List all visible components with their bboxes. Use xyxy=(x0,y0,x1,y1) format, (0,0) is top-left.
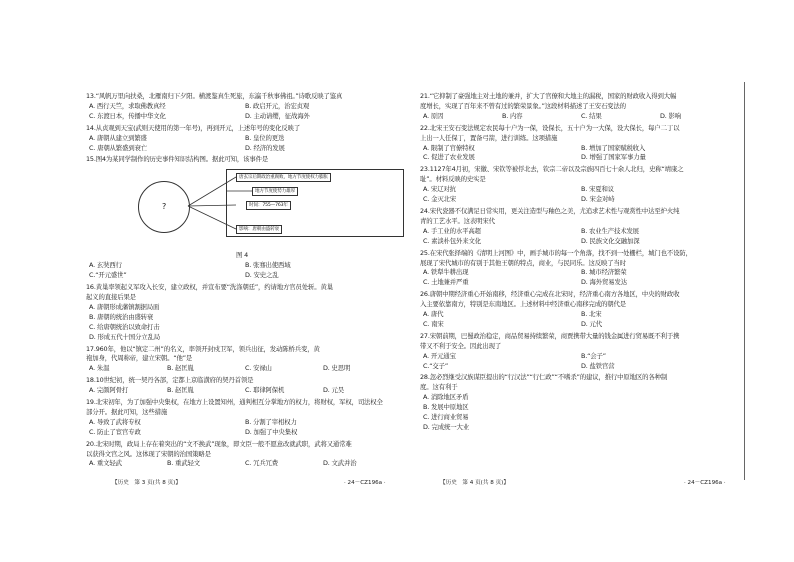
answer-option[interactable]: A. 唐朝从建立到繁盛 xyxy=(89,133,147,142)
question-block xyxy=(420,92,736,122)
options-group xyxy=(86,261,398,281)
answer-option[interactable]: B.“会子” xyxy=(581,351,606,360)
answer-option[interactable]: D. 加强了中央集权 xyxy=(245,427,298,436)
answer-option[interactable]: C.“交子” xyxy=(423,361,448,370)
question-stem: 青的工艺水平。这表明宋代 xyxy=(420,216,495,225)
answer-option[interactable]: D. 盐铁官营 xyxy=(581,361,615,370)
answer-option[interactable]: A. 西行天竺，求取佛教真经 xyxy=(89,101,166,110)
question-stem: 展现了宋代城市的有别于其他王朝的特点，商业，与民同乐。这反映了当时 xyxy=(420,258,626,267)
question-stem: 度。这有利于 xyxy=(420,383,458,392)
answer-option[interactable]: A. 朱温 xyxy=(89,364,110,373)
binding-line xyxy=(744,82,745,480)
answer-option[interactable]: A. 唐朝形成藩镇割据局面 xyxy=(89,302,160,311)
options-group xyxy=(86,303,398,343)
question-block xyxy=(420,290,736,330)
answer-option[interactable]: D. 经济的发展 xyxy=(245,143,285,152)
answer-option[interactable]: B. 北宋 xyxy=(581,310,602,319)
figure-title: 图 4 xyxy=(235,251,249,260)
question-stem: 度增长，实现了百年来不曾有过的繁荣景象。”这段材料描述了王安石变法的 xyxy=(420,101,626,110)
answer-option[interactable]: B. 城市经济繁荣 xyxy=(581,268,627,277)
question-block xyxy=(86,283,398,342)
answer-option[interactable]: D. 文武并治 xyxy=(323,459,357,468)
question-stem: 18.10世纪初，统一契丹各部，定都上京临潢府的契丹首领是 xyxy=(86,376,254,385)
question-block xyxy=(86,440,398,470)
left-footer-subject: 【历史 第 3 页(共 8 页)】 xyxy=(112,480,181,486)
options-group xyxy=(420,268,736,288)
answer-option[interactable]: A. 唐代 xyxy=(423,310,444,319)
answer-option[interactable]: D. 增强了国家军事力量 xyxy=(581,153,646,162)
question-block xyxy=(420,165,736,205)
answer-option[interactable]: D. 主动请缨，征战海外 xyxy=(245,111,310,120)
answer-option[interactable]: A. 玄奘西行 xyxy=(89,261,122,270)
right-page xyxy=(420,92,736,472)
answer-option[interactable]: B. 赵匡胤 xyxy=(167,364,194,373)
answer-option[interactable]: C. 耶律阿保机 xyxy=(245,386,285,395)
answer-option[interactable]: C. 唐朝从繁盛到衰亡 xyxy=(89,143,147,152)
question-stem: 20.北宋时期，政局上存在着突出的“文不换武”现象，即文臣一般不愿意改就武职，武将又通常难 xyxy=(86,439,352,448)
question-stem: 起义的直接后果是 xyxy=(86,292,136,301)
answer-option[interactable]: B. 宋夏和议 xyxy=(581,185,614,194)
options-group xyxy=(420,352,736,372)
answer-option[interactable]: D. 宋金对峙 xyxy=(581,195,615,204)
knowledge-diagram xyxy=(86,167,398,249)
answer-option[interactable]: C. 促进了农业发展 xyxy=(423,153,475,162)
answer-option[interactable]: D. 海外贸易发达 xyxy=(581,278,627,287)
left-page xyxy=(86,92,398,472)
question-stem: 耻”。材料反映的史实是 xyxy=(420,175,486,184)
options-group xyxy=(420,310,736,330)
answer-option[interactable]: B. 农业生产技术发展 xyxy=(581,226,639,235)
question-stem: 25.在宋代张择端的《清明上河图》中，画手城市的每一个角落，找不到一处栅栏，城门也不设防， xyxy=(420,248,692,257)
options-group xyxy=(420,227,736,247)
options-group xyxy=(86,418,398,438)
diagram-box: 时间：755—763年 xyxy=(246,201,291,210)
question-stem: 22.北宋王安石变法规定农民每十户为一保，设保长，五十户为一大保，设大保长，每户二丁以 xyxy=(420,123,680,132)
question-stem: 袍加身，代周称帝，建立宋朝。“他”是 xyxy=(86,354,193,363)
question-stem: 19.北宋初年，为了加强中央集权，在地方上设置知州，通判相互分掌地方的权力，将财权，军权，司法权全 xyxy=(86,398,383,407)
question-block xyxy=(420,249,736,289)
answer-option[interactable]: B. 皇位的更迭 xyxy=(245,133,285,142)
left-footer-code: · 24－CZ196a · xyxy=(344,480,386,486)
answer-option[interactable]: C. 素淡朴包外来文化 xyxy=(423,236,481,245)
answer-option[interactable]: B. 内容 xyxy=(502,111,523,120)
options-group xyxy=(86,102,398,122)
answer-option[interactable]: B. 发展中原地区 xyxy=(423,403,469,412)
question-block xyxy=(86,376,398,396)
answer-option[interactable]: C. 给唐朝统治以致命打击 xyxy=(89,322,160,331)
question-stem: 27.宋朝前期，巴蜀政治稳定，商品贸易持续繁荣，商贾携带大量的钱金属进行贸易既不利于携 xyxy=(420,331,680,340)
answer-option[interactable]: B. 增加了国家赋税收入 xyxy=(581,143,646,152)
answer-option[interactable]: C. 土地兼并严重 xyxy=(423,278,469,287)
answer-option[interactable]: A. 铁犁牛耕出现 xyxy=(423,268,469,277)
question-stem: 部分开。据此可知，这些措施 xyxy=(86,407,168,416)
diagram-box: 影响：唐朝由盛转衰 xyxy=(236,225,282,234)
options-group xyxy=(86,134,398,154)
diagram-center-circle: ? xyxy=(138,181,190,233)
question-block xyxy=(86,398,398,438)
spacer xyxy=(86,469,398,471)
answer-option[interactable]: B. 唐朝的统治由盛转衰 xyxy=(89,312,154,321)
question-stem: 17.960年，他以“镇定二州”的名义，率领开封戍卫军，领兵出征，发动陈桥兵变，黄 xyxy=(86,344,320,353)
answer-option[interactable]: A. 手工业的水平高超 xyxy=(423,226,481,235)
answer-option[interactable]: B. 重武轻文 xyxy=(167,459,200,468)
question-block xyxy=(86,345,398,375)
question-block xyxy=(420,332,736,372)
right-footer-code: · 24－CZ196a · xyxy=(684,480,726,486)
answer-option[interactable]: D. 史思明 xyxy=(323,364,351,373)
answer-option[interactable]: D. 安史之乱 xyxy=(245,271,279,280)
options-group xyxy=(86,386,398,396)
question-stem: 23.1127年4月初，宋徽、宋钦等被俘北去，钦宗二帝以及宗族四百七十余人北归，史称“靖康之 xyxy=(420,165,684,174)
answer-option[interactable]: C. 冗兵冗费 xyxy=(245,459,279,468)
question-stem: 26.唐朝中期经济重心开始南移，经济重心完成在北宋时，经济重心南方各地区，中央的财政收 xyxy=(420,290,680,299)
answer-option[interactable]: A. 原因 xyxy=(423,111,444,120)
answer-option[interactable]: A. 消除地区矛盾 xyxy=(423,393,469,402)
question-stem: 21.“它抑制了豪强地主对土地的兼并，扩大了官僚和大地主的漏税，国家的财政收入得到大幅 xyxy=(420,92,677,100)
options-group xyxy=(420,144,736,164)
answer-option[interactable]: C. 进行商业贸易 xyxy=(423,413,469,422)
answer-option[interactable]: B. 赵匡胤 xyxy=(167,386,194,395)
answer-option[interactable]: D. 元昊 xyxy=(323,386,345,395)
question-block xyxy=(420,124,736,164)
question-stem: 28.忽必烈继受汉族谋臣提出的“行汉法”“行仁政”“不嗜杀”的建议，推行中原地区的各种制 xyxy=(420,373,668,382)
answer-option[interactable]: C. 安禄山 xyxy=(245,364,272,373)
question-block xyxy=(86,124,398,154)
answer-option[interactable]: C. 东渡日本，传播中华文化 xyxy=(89,111,166,120)
answer-option[interactable]: A. 限制了官僚特权 xyxy=(423,143,475,152)
spacer xyxy=(420,433,736,435)
question-block xyxy=(86,155,398,281)
options-group xyxy=(420,393,736,433)
answer-option[interactable]: B. 分割了宰相权力 xyxy=(245,417,297,426)
diagram-box: 地方节度使势力雄厚 xyxy=(252,187,298,196)
options-group xyxy=(420,112,736,122)
answer-option[interactable]: A. 开元通宝 xyxy=(423,351,456,360)
answer-option[interactable]: D. 影响 xyxy=(660,111,682,120)
diagram-box: 唐玄宗后期政治重腐败，地方节度使权力膨胀 xyxy=(236,173,331,182)
answer-option[interactable]: C. 防止了宦官专政 xyxy=(89,427,141,436)
answer-option[interactable]: A. 宋辽对抗 xyxy=(423,185,456,194)
answer-option[interactable]: B. 张骞出使西域 xyxy=(245,261,291,270)
answer-option[interactable]: B. 政启开元，治宏贞观 xyxy=(245,101,310,110)
answer-option[interactable]: C. 结果 xyxy=(581,111,602,120)
question-stem: 15.图4为某同学制作的历史事件知识结构图。据此可知，该事件是 xyxy=(86,155,269,164)
question-stem: 带又不利于安全。因此出现了 xyxy=(420,341,502,350)
right-footer-subject: 【历史 第 4 页(共 8 页)】 xyxy=(440,480,509,486)
answer-option[interactable]: D. 完成统一大业 xyxy=(423,423,469,431)
answer-option[interactable]: C.“开元盛世” xyxy=(89,271,127,280)
options-group xyxy=(86,459,398,469)
answer-option[interactable]: A. 导致了武将专权 xyxy=(89,417,141,426)
question-stem: 入主要依靠南方，特别是东南地区。上述材料中经济重心南移完成的朝代是 xyxy=(420,300,626,309)
answer-option[interactable]: D. 元代 xyxy=(581,319,603,328)
question-block xyxy=(86,92,398,122)
options-group xyxy=(420,185,736,205)
options-group xyxy=(86,364,398,374)
answer-option[interactable]: C. 南宋 xyxy=(423,319,444,328)
answer-option[interactable]: D. 形成五代十国分立乱局 xyxy=(89,332,160,341)
question-stem: 24.宋代瓷器不仅满足日常实用，更关注造型与釉色之美，尤追求艺术性与观赏性中达至炉火纯 xyxy=(420,206,680,215)
question-stem: 上出一人任保丁，置备弓箭，进行训练。这项措施 xyxy=(420,133,558,142)
question-block xyxy=(420,373,736,432)
question-stem: 16.黄巢率领起义军攻入长安，建立政权，并宣布要“洗涤朝廷”，约请地方官员处斩。黄巢 xyxy=(86,283,333,292)
question-block xyxy=(420,207,736,247)
question-stem: 14.从贞观到天宝(武则天使用的第一年号)，再到开元，上述年号的变化反映了 xyxy=(86,123,301,132)
question-stem: 13.“风帆万里向扶桑，北雁南归下夕阳。横渡鉴真生死旅，东瀛千秋事佛祖。”诗歌反映了鉴真 xyxy=(86,92,343,100)
answer-option[interactable]: C. 金灭北宋 xyxy=(423,195,457,204)
answer-option[interactable]: A. 重文轻武 xyxy=(89,459,122,468)
question-stem: 以获得文官之风。这体现了宋朝的治国策略是 xyxy=(86,449,211,458)
answer-option[interactable]: A. 完颜阿骨打 xyxy=(89,386,129,395)
answer-option[interactable]: D. 民族文化交融加深 xyxy=(581,236,640,245)
